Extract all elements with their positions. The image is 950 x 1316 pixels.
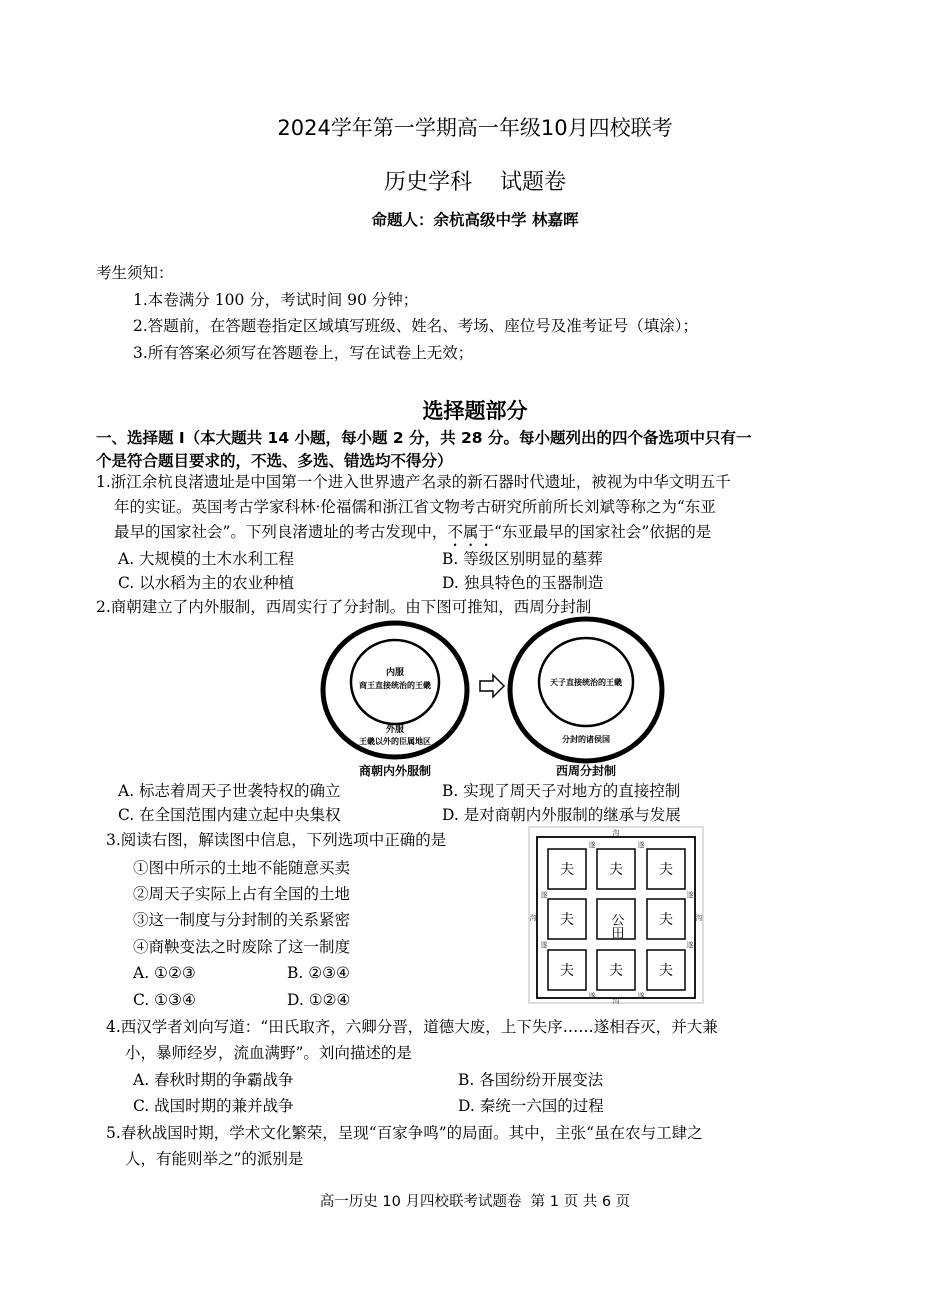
q4-option-a: A. 春秋时期的争霸战争 xyxy=(133,1071,294,1089)
q2-diagram xyxy=(310,615,700,780)
q5-line1: 5.春秋战国时期，学术文化繁荣，呈现“百家争鸣”的局面。其中，主张“虽在农与工肆之 xyxy=(106,1124,703,1142)
path-label: 遂 xyxy=(540,891,548,899)
q3-well-field-diagram xyxy=(528,826,704,1004)
q3-item-1: ①图中所示的土地不能随意买卖 xyxy=(133,859,351,877)
q4-option-c: C. 战国时期的兼并战争 xyxy=(133,1097,294,1115)
q4-option-b: B. 各国纷纷开展变法 xyxy=(458,1071,604,1089)
shang-inner-text: 商王直接统治的王畿 xyxy=(359,681,431,690)
q2-option-c: C. 在全国范围内建立起中央集权 xyxy=(118,806,341,824)
q1-option-c: C. 以水稻为主的农业种植 xyxy=(118,574,295,592)
q4-line2: 小，暴师经岁，流血满野”。刘向描述的是 xyxy=(125,1044,412,1062)
notice-heading: 考生须知： xyxy=(96,264,174,282)
ditch-label-top: 沟 xyxy=(612,829,620,837)
cell-9: 夫 xyxy=(659,963,673,979)
q1-option-a: A. 大规模的土木水利工程 xyxy=(118,550,295,568)
cell-1: 夫 xyxy=(560,862,574,878)
shang-caption: 商朝内外服制 xyxy=(358,764,432,778)
q1-option-d: D. 独具特色的玉器制造 xyxy=(442,574,604,592)
zhou-outer-text: 分封的诸侯国 xyxy=(562,735,610,744)
q3-option-a: A. ①②③ xyxy=(133,964,196,982)
author-line: 命题人：余杭高级中学 林嘉晖 xyxy=(371,211,579,229)
q2-option-d: D. 是对商朝内外服制的继承与发展 xyxy=(442,806,681,824)
q3-item-2: ②周天子实际上占有全国的土地 xyxy=(133,885,351,903)
q3-stem: 3.阅读右图，解读图中信息，下列选项中正确的是 xyxy=(106,831,447,849)
zhou-caption: 西周分封制 xyxy=(555,764,617,778)
cell-7: 夫 xyxy=(560,963,574,979)
path-label: 遂 xyxy=(637,841,645,849)
path-label: 遂 xyxy=(686,891,694,899)
ditch-label-right: 沟 xyxy=(695,914,703,922)
cell-8: 夫 xyxy=(609,963,623,979)
path-label: 遂 xyxy=(540,941,548,949)
cell-2: 夫 xyxy=(609,862,623,878)
part1-instructions-line1: 一、选择题 I（本大题共 14 小题，每小题 2 分，共 28 分。每小题列出的四个备选项中只有一 xyxy=(96,429,752,447)
cell-5-public-field: 公田 xyxy=(608,913,624,939)
cell-3: 夫 xyxy=(659,862,673,878)
path-label: 遂 xyxy=(637,992,645,1000)
q2-option-a: A. 标志着周天子世袭特权的确立 xyxy=(118,782,341,800)
page-footer: 高一历史 10 月四校联考试题卷 第 1 页 共 6 页 xyxy=(319,1194,631,1210)
q3-item-3: ③这一制度与分封制的关系紧密 xyxy=(133,911,351,929)
notice-item-1: 1.本卷满分 100 分，考试时间 90 分钟； xyxy=(133,291,419,309)
exam-title: 2024学年第一学期高一年级10月四校联考 xyxy=(277,116,673,140)
q1-line3: 最早的国家社会”。下列良渚遗址的考古发现中，不属于“东亚最早的国家社会”依据的是 xyxy=(114,523,712,541)
shang-outer-title: 外服 xyxy=(385,725,405,735)
shang-outer-text: 王畿以外的臣属地区 xyxy=(359,737,431,746)
q1-line1: 1.浙江余杭良渚遗址是中国第一个进入世界遗产名录的新石器时代遗址，被视为中华文明五千 xyxy=(96,473,731,491)
shang-inner-title: 内服 xyxy=(385,668,405,678)
q2-stem: 2.商朝建立了内外服制，西周实行了分封制。由下图可推知，西周分封制 xyxy=(96,598,592,616)
cell-6: 夫 xyxy=(659,912,673,928)
q4-option-d: D. 秦统一六国的过程 xyxy=(458,1097,604,1115)
section-title: 选择题部分 xyxy=(422,399,528,423)
ditch-label-left: 沟 xyxy=(529,914,537,922)
path-label: 遂 xyxy=(588,841,596,849)
q1-option-b: B. 等级区别明显的墓葬 xyxy=(442,550,603,568)
subject-title: 历史学科 试题卷 xyxy=(384,170,566,195)
ditch-label-bottom: 沟 xyxy=(612,997,620,1004)
q1-line2: 年的实证。英国考古学家科林·伦福儒和浙江省文物考古研究所前所长刘斌等称之为“东亚 xyxy=(114,498,716,516)
part1-instructions-line2: 个是符合题目要求的，不选、多选、错选均不得分） xyxy=(96,452,453,470)
arrow-icon xyxy=(480,675,504,697)
q3-item-4: ④商鞅变法之时废除了这一制度 xyxy=(133,938,351,956)
notice-item-3: 3.所有答案必须写在答题卷上，写在试卷上无效； xyxy=(133,344,474,362)
q3-option-c: C. ①③④ xyxy=(133,991,196,1009)
cell-4: 夫 xyxy=(560,912,574,928)
q2-option-b: B. 实现了周天子对地方的直接控制 xyxy=(442,782,681,800)
q1-emphasis: 不属于 xyxy=(447,523,494,541)
path-label: 遂 xyxy=(686,941,694,949)
q5-line2: 人，有能则举之”的派别是 xyxy=(125,1150,304,1168)
q4-line1: 4.西汉学者刘向写道：“田氏取齐，六卿分晋，道德大废，上下失序……遂相吞灭，并大兼 xyxy=(106,1018,718,1036)
zhou-inner-text: 天子直接统治的王畿 xyxy=(550,678,622,687)
path-label: 遂 xyxy=(588,992,596,1000)
q3-option-b: B. ②③④ xyxy=(287,964,350,982)
notice-item-2: 2.答题前，在答题卷指定区域填写班级、姓名、考场、座位号及准考证号（填涂）； xyxy=(133,317,699,335)
q3-option-d: D. ①②④ xyxy=(287,991,351,1009)
